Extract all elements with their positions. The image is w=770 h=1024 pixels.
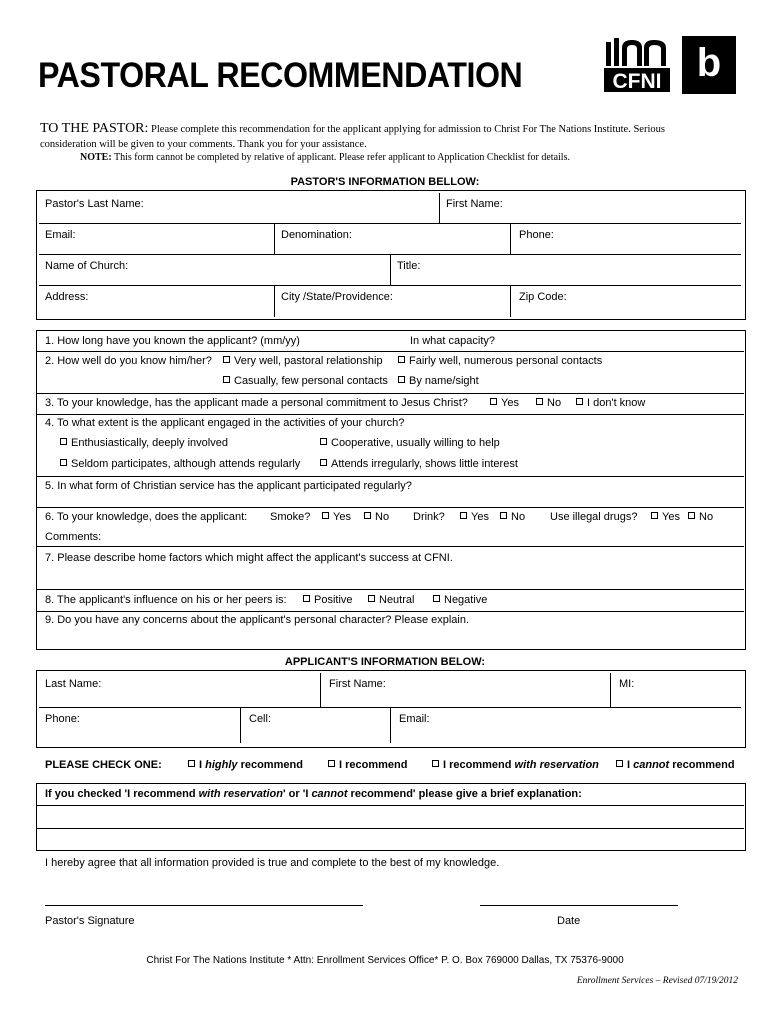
revision-note: Enrollment Services – Revised 07/19/2012 bbox=[576, 976, 738, 986]
b-logo: b bbox=[682, 36, 736, 94]
q2-option-by-name[interactable]: By name/sight bbox=[398, 375, 479, 387]
checkbox-icon bbox=[433, 595, 440, 602]
applicant-phone-field[interactable]: Phone: bbox=[39, 708, 241, 743]
q4-option-seldom[interactable]: Seldom participates, although attends regularly bbox=[60, 458, 300, 470]
question-2: 2. How well do you know him/her? bbox=[45, 355, 212, 367]
question-4: 4. To what extent is the applicant engaged in the activities of your church? bbox=[45, 417, 405, 429]
note-text: NOTE: This form cannot be completed by relative of applicant. Please refer applicant to Application Checklist for details. bbox=[80, 152, 570, 163]
q6-smoke-yes[interactable]: Yes bbox=[322, 511, 351, 523]
signature-line[interactable] bbox=[45, 905, 363, 906]
q8-option-positive[interactable]: Positive bbox=[303, 594, 353, 606]
checkbox-icon bbox=[364, 512, 371, 519]
pastor-phone-field[interactable]: Phone: bbox=[511, 224, 741, 255]
option-recommend[interactable]: I recommend bbox=[328, 759, 407, 771]
question-8: 8. The applicant's influence on his or her peers is: bbox=[45, 594, 287, 606]
agreement-text: I hereby agree that all information provided is true and complete to the best of my knowledge. bbox=[45, 857, 500, 869]
q4-option-irregular[interactable]: Attends irregularly, shows little interest bbox=[320, 458, 518, 470]
pastor-first-name-field[interactable]: First Name: bbox=[440, 193, 741, 224]
checkbox-icon bbox=[223, 376, 230, 383]
explanation-label: If you checked 'I recommend with reservation' or 'I cannot recommend' please give a brief explanation: bbox=[45, 788, 582, 800]
question-1-capacity: In what capacity? bbox=[410, 335, 495, 347]
checkbox-icon bbox=[303, 595, 310, 602]
q6-drugs-yes[interactable]: Yes bbox=[651, 511, 680, 523]
question-5: 5. In what form of Christian service has the applicant participated regularly? bbox=[45, 480, 412, 492]
q4-option-cooperative[interactable]: Cooperative, usually willing to help bbox=[320, 437, 500, 449]
checkbox-icon bbox=[320, 459, 327, 466]
question-7: 7. Please describe home factors which might affect the applicant's success at CFNI. bbox=[45, 552, 453, 564]
checkbox-icon bbox=[688, 512, 695, 519]
svg-text:CFNI: CFNI bbox=[612, 70, 662, 93]
q6-drink-label: Drink? bbox=[413, 511, 445, 523]
cfni-logo bbox=[604, 36, 670, 94]
applicant-email-field[interactable]: Email: bbox=[399, 713, 430, 725]
checkbox-icon bbox=[322, 512, 329, 519]
applicant-last-name-field[interactable]: Last Name: bbox=[39, 673, 321, 708]
question-6: 6. To your knowledge, does the applicant: bbox=[45, 511, 248, 523]
checkbox-icon bbox=[223, 356, 230, 363]
q4-option-enthusiastic[interactable]: Enthusiastically, deeply involved bbox=[60, 437, 228, 449]
pastor-denomination-field[interactable]: Denomination: bbox=[275, 224, 511, 255]
question-3: 3. To your knowledge, has the applicant made a personal commitment to Jesus Christ? bbox=[45, 397, 468, 409]
checkbox-icon bbox=[490, 398, 497, 405]
q6-smoke-no[interactable]: No bbox=[364, 511, 389, 523]
checkbox-icon bbox=[500, 512, 507, 519]
option-highly-recommend[interactable]: I highly recommend bbox=[188, 759, 303, 771]
q8-option-neutral[interactable]: Neutral bbox=[368, 594, 414, 606]
applicant-cell-field[interactable]: Cell: bbox=[241, 708, 391, 743]
pastor-email-field[interactable]: Email: bbox=[39, 224, 275, 255]
checkbox-icon bbox=[460, 512, 467, 519]
checkbox-icon bbox=[188, 760, 195, 767]
pastor-last-name-field[interactable]: Pastor's Last Name: bbox=[39, 193, 440, 224]
pastor-zip-field[interactable]: Zip Code: bbox=[519, 291, 567, 303]
q8-option-negative[interactable]: Negative bbox=[433, 594, 487, 606]
checkbox-icon bbox=[60, 438, 67, 445]
checkbox-icon bbox=[320, 438, 327, 445]
checkbox-icon bbox=[536, 398, 543, 405]
question-1: 1. How long have you known the applicant? (mm/yy) bbox=[45, 335, 300, 347]
q6-drink-no[interactable]: No bbox=[500, 511, 525, 523]
pastor-info-table bbox=[36, 190, 746, 320]
pastor-section-heading: PASTOR'S INFORMATION BELLOW: bbox=[290, 176, 480, 188]
q3-option-dont-know[interactable]: I don't know bbox=[576, 397, 645, 409]
q6-drugs-no[interactable]: No bbox=[688, 511, 713, 523]
footer-address: Christ For The Nations Institute * Attn: Enrollment Services Office* P. O. Box 769000 Dallas, TX 75376-9000 bbox=[146, 955, 624, 966]
applicant-section-heading: APPLICANT'S INFORMATION BELOW: bbox=[284, 656, 486, 668]
checkbox-icon bbox=[616, 760, 623, 767]
church-name-field[interactable]: Name of Church: bbox=[39, 255, 391, 286]
q3-option-yes[interactable]: Yes bbox=[490, 397, 519, 409]
checkbox-icon bbox=[328, 760, 335, 767]
checkbox-icon bbox=[398, 376, 405, 383]
intro-text: TO THE PASTOR: Please complete this recommendation for the applicant applying for admission to Christ For The Nations Institute. Serious consideration will be given to your comments. Thank you for your assistance. bbox=[40, 121, 665, 150]
q2-option-very-well[interactable]: Very well, pastoral relationship bbox=[223, 355, 383, 367]
pastor-city-field[interactable]: City /State/Providence: bbox=[275, 286, 511, 317]
applicant-info-table bbox=[36, 670, 746, 748]
q3-option-no[interactable]: No bbox=[536, 397, 561, 409]
pastor-address-field[interactable]: Address: bbox=[39, 286, 275, 317]
comments-label: Comments: bbox=[45, 531, 102, 543]
checkbox-icon bbox=[368, 595, 375, 602]
option-recommend-with-reservation[interactable]: I recommend with reservation bbox=[432, 759, 599, 771]
q6-drugs-label: Use illegal drugs? bbox=[550, 511, 638, 523]
checkbox-icon bbox=[60, 459, 67, 466]
checkbox-icon bbox=[651, 512, 658, 519]
date-line[interactable] bbox=[480, 905, 678, 906]
check-one-label: PLEASE CHECK ONE: bbox=[45, 759, 162, 771]
applicant-mi-field[interactable]: MI: bbox=[611, 673, 741, 708]
q2-option-casually[interactable]: Casually, few personal contacts bbox=[223, 375, 388, 387]
question-9: 9. Do you have any concerns about the applicant's personal character? Please explain. bbox=[45, 614, 470, 626]
pastor-title-field[interactable]: Title: bbox=[391, 255, 741, 286]
date-label: Date bbox=[557, 915, 581, 927]
q2-option-fairly-well[interactable]: Fairly well, numerous personal contacts bbox=[398, 355, 602, 367]
q6-drink-yes[interactable]: Yes bbox=[460, 511, 489, 523]
checkbox-icon bbox=[432, 760, 439, 767]
q6-smoke-label: Smoke? bbox=[270, 511, 311, 523]
signature-label: Pastor's Signature bbox=[45, 915, 135, 927]
applicant-first-name-field[interactable]: First Name: bbox=[321, 673, 611, 708]
checkbox-icon bbox=[576, 398, 583, 405]
option-cannot-recommend[interactable]: I cannot recommend bbox=[616, 759, 735, 771]
page-title: PASTORAL RECOMMENDATION bbox=[38, 56, 523, 95]
checkbox-icon bbox=[398, 356, 405, 363]
